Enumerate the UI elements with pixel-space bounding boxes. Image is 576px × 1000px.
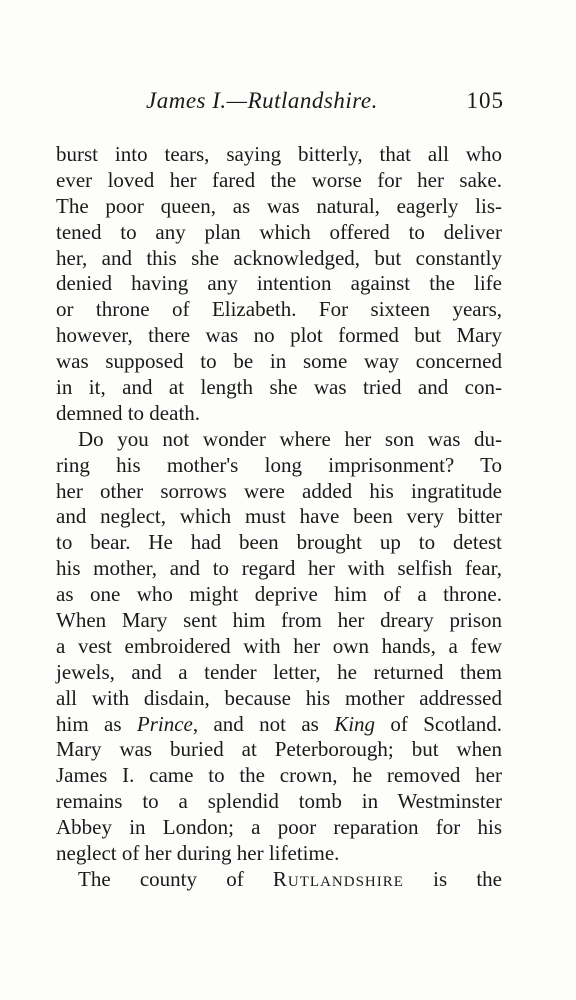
text-run: The county of: [78, 866, 273, 891]
text-run: is the: [403, 866, 502, 891]
text-line: all with disdain, because his mother addressed: [56, 685, 502, 710]
text-line: a vest embroidered with her own hands, a few: [56, 633, 502, 658]
text-line: her other sorrows were added his ingratitude: [56, 478, 502, 503]
text-line: [56, 712, 502, 738]
italic-word-prince: Prince: [136, 711, 193, 736]
text-line: in it, and at length she was tried and con-: [56, 375, 502, 400]
text-run: , and not as: [192, 711, 335, 736]
text-line: as one who might deprive him of a throne.: [56, 582, 502, 607]
text-line: demned to death.: [56, 400, 201, 425]
text-line: The poor queen, as was natural, eagerly lis-: [56, 193, 502, 218]
text-line: tened to any plan which offered to deliver: [56, 219, 502, 244]
text-line: denied having any intention against the life: [56, 271, 502, 296]
text-line: or throne of Elizabeth. For sixteen years,: [56, 297, 502, 322]
text-line: ever loved her fared the worse for her sake.: [56, 167, 502, 192]
text-run: him as: [56, 711, 137, 736]
italic-word-king: King: [334, 711, 376, 736]
text-line: remains to a splendid tomb in Westminster: [56, 789, 502, 814]
text-line: was supposed to be in some way concerned: [56, 349, 502, 374]
text-line: and neglect, which must have been very bitter: [56, 504, 502, 529]
running-head-title: James I.—Rutlandshire.: [146, 88, 378, 113]
text-line: however, there was no plot formed but Mary: [56, 323, 502, 348]
text-run: of Scotland.: [375, 711, 502, 736]
running-head: [56, 88, 506, 124]
text-line: neglect of her during her lifetime.: [56, 841, 340, 866]
text-line: her, and this she acknowledged, but constantly: [56, 245, 502, 270]
body-text: [56, 142, 502, 893]
text-line: Do you not wonder where her son was du-: [78, 426, 502, 451]
page-number: 105: [466, 88, 504, 113]
text-line: When Mary sent him from her dreary prison: [56, 608, 502, 633]
text-line: Abbey in London; a poor reparation for his: [56, 815, 502, 840]
text-line: jewels, and a tender letter, he returned them: [56, 659, 502, 684]
text-line: Mary was buried at Peterborough; but when: [56, 737, 502, 762]
text-line: his mother, and to regard her with selfish fear,: [56, 556, 502, 581]
small-caps-county: Rutlandshire: [272, 866, 404, 891]
text-line: burst into tears, saying bitterly, that all who: [56, 142, 502, 166]
text-line: to bear. He had been brought up to detest: [56, 530, 502, 555]
text-line: [56, 867, 502, 893]
text-line: James I. came to the crown, he removed her: [56, 763, 502, 788]
text-line: ring his mother's long imprisonment? To: [56, 452, 502, 477]
